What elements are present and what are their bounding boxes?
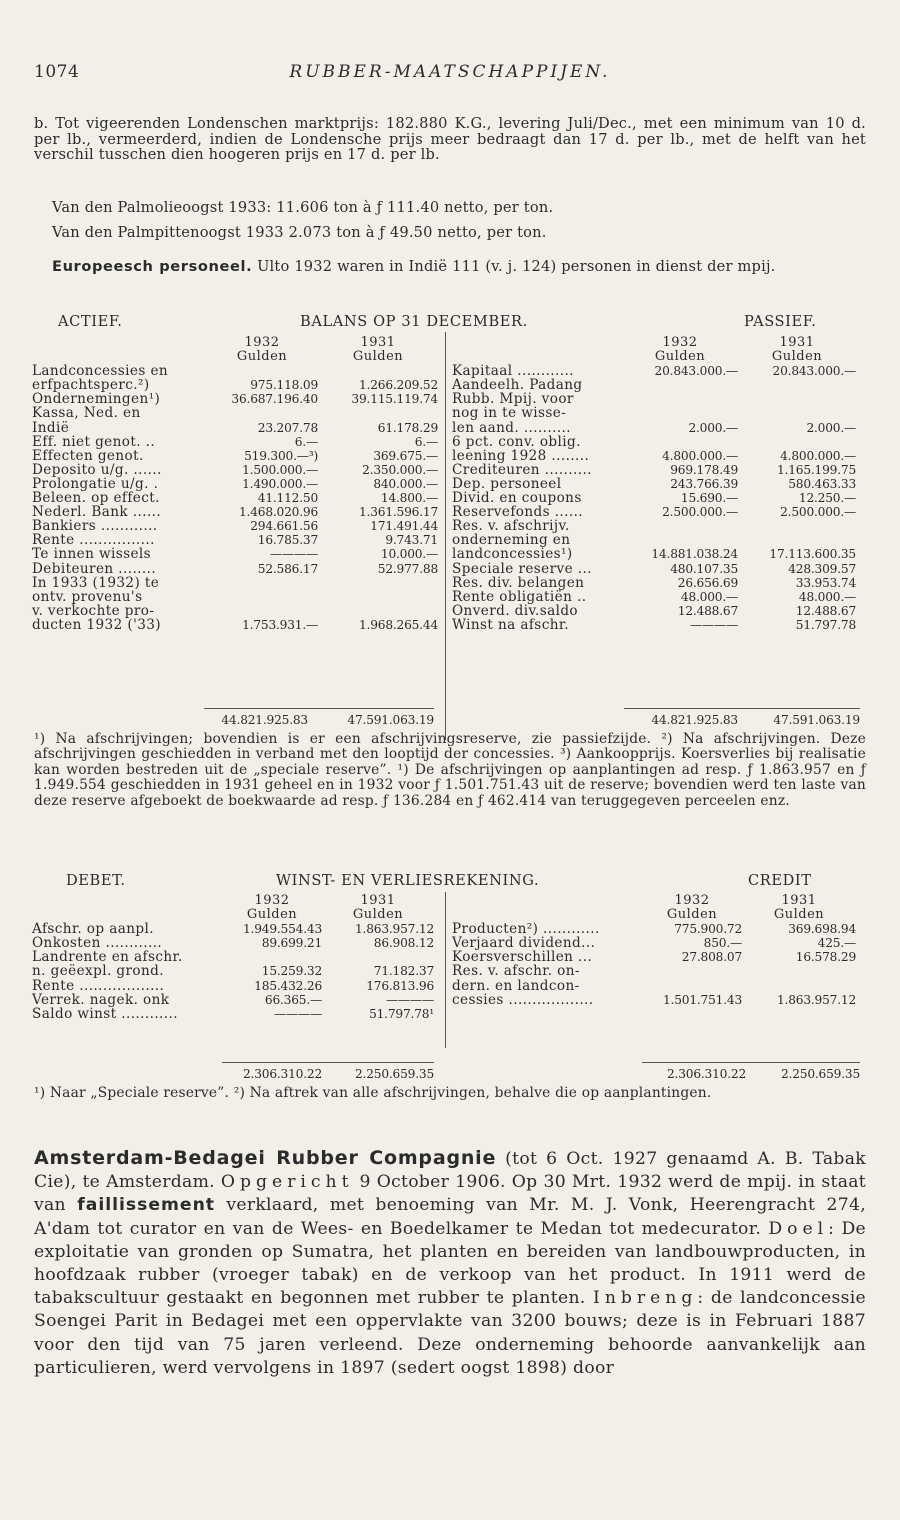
asset-row-value-b: 369.675.— xyxy=(373,448,438,463)
debit-row-label: Saldo winst ............ xyxy=(32,1005,178,1022)
asset-row-label: ontv. provenu's xyxy=(32,588,143,605)
pl-title: WINST- EN VERLIESREKENING. xyxy=(276,872,540,889)
asset-row-value-a: 519.300.—³) xyxy=(244,448,318,463)
liability-row-value-a xyxy=(622,435,738,449)
liability-row-value-b: 1.165.199.75 xyxy=(776,462,856,477)
asset-row-label: Nederl. Bank ...... xyxy=(32,504,162,521)
liability-row-value-b: 17.113.600.35 xyxy=(769,547,856,562)
asset-row-value-b xyxy=(318,406,438,420)
company-name: Amsterdam-Bedagei Rubber Compagnie xyxy=(34,1147,497,1169)
asset-row-value-b: 39.115.119.74 xyxy=(351,392,438,407)
liabilities-unit-a: Gulden xyxy=(654,349,706,365)
page-header xyxy=(34,62,866,88)
debit-row xyxy=(32,950,434,964)
asset-row-value-a: 1.468.020.96 xyxy=(238,505,318,520)
debit-row-value-b: 86.908.12 xyxy=(373,936,434,951)
asset-row-value-b: 52.977.88 xyxy=(377,561,438,576)
liability-row-value-a: 969.178.49 xyxy=(670,462,738,477)
liabilities-year-a: 1932 xyxy=(662,335,698,350)
asset-row-value-a: 41.112.50 xyxy=(257,491,318,506)
liability-row-label: Rubb. Mpij. voor xyxy=(452,391,574,408)
liabilities-year-row xyxy=(452,336,856,350)
asset-row-label: Debiteuren ........ xyxy=(32,560,157,577)
liability-row-value-b: 48.000.— xyxy=(798,589,856,604)
asset-row xyxy=(32,547,438,561)
credit-total-rule xyxy=(642,1062,860,1063)
asset-row-value-b: 61.178.29 xyxy=(377,420,438,435)
credit-row xyxy=(452,922,856,936)
credit-row-label: Producten²) ............ xyxy=(452,921,600,938)
debit-row-label: Rente .................. xyxy=(32,977,165,994)
debit-row-value-a: 1.949.554.43 xyxy=(242,922,322,937)
liability-row-label: Speciale reserve ... xyxy=(452,560,592,577)
credit-row-value-b: 425.— xyxy=(817,936,856,951)
assets-year-row xyxy=(32,336,438,350)
debit-row xyxy=(32,936,434,950)
credit-row xyxy=(452,950,856,964)
asset-row-value-a xyxy=(206,406,318,420)
liability-row-value-b: 51.797.78 xyxy=(795,617,856,632)
pl-debit-table xyxy=(32,894,434,1021)
company-purpose-text: : De exploitatie van gronden op Sumatra, het planten en bereiden van landbouwproducten, in hoofdzaak rubber (vroeger tabak) en de verkoop van het product. In 1911 werd de tabakscultuur gestaakt en begonnen met rubber te planten. xyxy=(34,1218,866,1309)
asset-row-label: In 1933 (1932) te xyxy=(32,574,160,591)
liabilities-total-b: 47.591.063.19 xyxy=(773,713,860,727)
balance-footnotes: ¹) Na afschrijvingen; bovendien is er een afschrijvingsreserve, zie passiefzijde. ²) Na afschrijvingen. Deze afschrijvingen geschiedden in verband met den looptijd der concessies. ³) Aankoopprijs. Koersverlies bij realisatie kan worden bestreden uit de „speciale reserve”. ¹) De afschrijvingen op aanplantingen ad resp. ƒ 1.863.957 en ƒ 1.949.554 geschiedden in 1931 geheel en in 1932 voor ƒ 1.501.751.43 uit de reserve; bovendien werd ten laste van deze reserve afgeboekt de boekwaarde ad resp. ƒ 136.284 en ƒ 462.414 van teruggegeven perceelen enz. xyxy=(34,731,866,809)
assets-year-a: 1932 xyxy=(244,335,280,350)
asset-row xyxy=(32,618,438,632)
asset-row-value-a: 6.— xyxy=(294,434,318,449)
asset-row-value-b xyxy=(318,364,438,378)
debit-row-value-a xyxy=(222,950,322,964)
liability-row-value-b: 33.953.74 xyxy=(795,575,856,590)
liability-row xyxy=(452,392,856,406)
credit-row-value-a: 850.— xyxy=(703,936,742,951)
asset-row-value-b: 171.491.44 xyxy=(370,519,438,534)
asset-row-value-a: 1.490.000.— xyxy=(242,476,318,491)
pl-credit-table xyxy=(452,894,856,1007)
pl-footnotes: ¹) Naar „Speciale reserve”. ²) Na aftrek van alle afschrijvingen, behalve die op aanplantingen. xyxy=(34,1085,712,1101)
assets-unit-row xyxy=(32,350,438,364)
assets-total-rule xyxy=(204,708,434,709)
liability-row xyxy=(452,533,856,547)
credit-year-row xyxy=(452,894,856,908)
assets-total-b: 47.591.063.19 xyxy=(347,713,434,727)
credit-row-value-a: 775.900.72 xyxy=(674,922,742,937)
liabilities-total-a: 44.821.925.83 xyxy=(651,713,738,727)
debit-row-label: Onkosten ............ xyxy=(32,935,163,952)
liability-row xyxy=(452,449,856,463)
liability-row xyxy=(452,505,856,519)
credit-row-value-b: 1.863.957.12 xyxy=(776,992,856,1007)
credit-unit-a: Gulden xyxy=(666,907,718,923)
liability-row xyxy=(452,491,856,505)
asset-row-value-a: 23.207.78 xyxy=(257,420,318,435)
credit-row-value-a: 1.501.751.43 xyxy=(662,992,742,1007)
balance-right-heading: PASSIEF. xyxy=(744,313,817,330)
credit-row-label: dern. en landcon- xyxy=(452,977,580,994)
asset-row xyxy=(32,604,438,618)
asset-row-label: v. verkochte pro- xyxy=(32,602,155,619)
liability-row-label: Divid. en coupons xyxy=(452,490,582,507)
liability-row-value-b: 4.800.000.— xyxy=(780,448,856,463)
credit-total-b: 2.250.659.35 xyxy=(780,1067,860,1081)
debit-row-value-b: ———— xyxy=(386,992,434,1007)
label-opgericht: Opgericht xyxy=(220,1172,354,1193)
debit-row xyxy=(32,993,434,1007)
liability-row-label: Aandeelh. Padang xyxy=(452,377,583,394)
credit-row-value-b: 369.698.94 xyxy=(788,922,856,937)
debit-row-value-b xyxy=(322,950,434,964)
credit-row xyxy=(452,936,856,950)
liability-row-label: Crediteuren .......... xyxy=(452,461,592,478)
asset-row xyxy=(32,505,438,519)
asset-row-label: Kassa, Ned. en xyxy=(32,405,141,422)
asset-row-value-b: 2.350.000.— xyxy=(362,462,438,477)
assets-unit-b: Gulden xyxy=(352,349,404,365)
asset-row-value-a: ———— xyxy=(270,547,318,562)
debit-row xyxy=(32,964,434,978)
liability-row xyxy=(452,463,856,477)
liability-row xyxy=(452,477,856,491)
asset-row xyxy=(32,392,438,406)
liability-row-value-b: 12.488.67 xyxy=(795,603,856,618)
asset-row-value-a xyxy=(206,364,318,378)
staff-paragraph xyxy=(34,259,866,275)
liability-row-label: Kapitaal ............ xyxy=(452,363,574,380)
asset-row-label: Eff. niet genot. .. xyxy=(32,433,156,450)
liability-row-value-b: 20.843.000.— xyxy=(772,364,856,379)
asset-row xyxy=(32,576,438,590)
debit-row-label: n. geëexpl. grond. xyxy=(32,963,164,980)
asset-row-value-b: 840.000.— xyxy=(373,476,438,491)
asset-row-label: Indië xyxy=(32,419,70,436)
asset-row-label: Beleen. op effect. xyxy=(32,490,160,507)
staff-text: Ulto 1932 waren in Indië 111 (v. j. 124) personen in dienst der mpij. xyxy=(257,258,776,275)
credit-year-b: 1931 xyxy=(781,893,817,908)
liability-row-value-a: ———— xyxy=(690,617,738,632)
balance-title: BALANS OP 31 DECEMBER. xyxy=(300,313,528,330)
asset-row-value-a xyxy=(206,576,318,590)
credit-row-value-a: 27.808.07 xyxy=(681,950,742,965)
liability-row-value-a: 243.766.39 xyxy=(670,476,738,491)
liability-row-value-b: 580.463.33 xyxy=(788,476,856,491)
asset-row-value-b: 10.000.— xyxy=(380,547,438,562)
asset-row-label: Deposito u/g. ...... xyxy=(32,461,162,478)
asset-row-label: Ondernemingen¹) xyxy=(32,391,161,408)
liability-row-label: Dep. personeel xyxy=(452,475,562,492)
liability-row-value-a: 12.488.67 xyxy=(677,603,738,618)
asset-row xyxy=(32,364,438,378)
credit-unit-row xyxy=(452,908,856,922)
balance-left-heading: ACTIEF. xyxy=(58,313,123,330)
assets-total-a: 44.821.925.83 xyxy=(221,713,308,727)
liability-row xyxy=(452,547,856,561)
liabilities-unit-row xyxy=(452,350,856,364)
liability-row xyxy=(452,421,856,435)
company-curator-text: verklaard, met benoeming van Mr. M. J. Vonk, Heerengracht 274, A'dam tot curator en van de Wees- en Boedelkamer te Medan tot medecurator. xyxy=(34,1195,866,1239)
price-clause-b: b. Tot vigeerenden Londenschen marktprijs: 182.880 K.G., levering Juli/Dec., met een minimum van 10 d. per lb., vermeerderd, indien de Londensche prijs meer bedraagt dan 17 d. per lb., met de helft van het verschil tusschen dien hoogeren prijs en 17 d. per lb. xyxy=(34,115,866,163)
debit-row-value-a: 185.432.26 xyxy=(254,978,322,993)
liability-row-value-b xyxy=(738,435,856,449)
debit-year-b: 1931 xyxy=(360,893,396,908)
liability-row-label: len aand. .......... xyxy=(452,419,571,436)
assets-unit-a: Gulden xyxy=(236,349,288,365)
asset-row-value-b xyxy=(318,576,438,590)
credit-row-value-b: 16.578.29 xyxy=(795,950,856,965)
asset-row-value-a: 36.687.196.40 xyxy=(231,392,318,407)
asset-row xyxy=(32,533,438,547)
debit-unit-row xyxy=(32,908,434,922)
liability-row-value-b: 2.500.000.— xyxy=(780,505,856,520)
asset-row-value-a: 975.118.09 xyxy=(250,378,318,393)
debit-row xyxy=(32,979,434,993)
pl-right-heading: CREDIT xyxy=(748,872,812,889)
credit-row-label: cessies .................. xyxy=(452,991,594,1008)
liability-row-label: landconcessies¹) xyxy=(452,546,573,563)
debit-total-b: 2.250.659.35 xyxy=(354,1067,434,1081)
asset-row-label: Rente ................ xyxy=(32,532,155,549)
liability-row xyxy=(452,519,856,533)
asset-row xyxy=(32,590,438,604)
liability-row-value-a: 20.843.000.— xyxy=(654,364,738,379)
liability-row-label: onderneming en xyxy=(452,532,571,549)
credit-row-value-b xyxy=(742,979,856,993)
credit-total-a: 2.306.310.22 xyxy=(666,1067,746,1081)
asset-row-label: erfpachtsperc.²) xyxy=(32,377,150,394)
liability-row xyxy=(452,562,856,576)
liability-row-label: Winst na afschr. xyxy=(452,616,569,633)
liability-row xyxy=(452,618,856,632)
asset-row xyxy=(32,406,438,420)
debit-row xyxy=(32,922,434,936)
asset-row xyxy=(32,378,438,392)
debit-total-rule xyxy=(222,1062,434,1063)
debit-row-value-b: 51.797.78¹ xyxy=(369,1006,434,1021)
pl-left-heading: DEBET. xyxy=(66,872,126,889)
asset-row xyxy=(32,491,438,505)
company-entry xyxy=(34,1147,866,1380)
palm-oil-harvest: Van den Palmolieoogst 1933: 11.606 ton à ƒ 111.40 netto, per ton. xyxy=(52,199,554,216)
debit-row xyxy=(32,1007,434,1021)
asset-row xyxy=(32,449,438,463)
credit-row-label: Res. v. afschr. on- xyxy=(452,963,580,980)
liability-row xyxy=(452,378,856,392)
balance-assets-table xyxy=(32,336,438,632)
asset-row xyxy=(32,463,438,477)
asset-row-value-b: 1.266.209.52 xyxy=(358,378,438,393)
page-number: 1074 xyxy=(34,62,80,82)
company-contribution-text: : de landconcessie Soengei Parit in Bedagei met een oppervlakte van 3200 bouws; deze is in Februari 1887 voor den tijd van 75 jaren verleend. Deze onderneming behoorde aanvankelijk aan particulieren, werd vervolgens in 1897 (sedert oogst 1898) door xyxy=(34,1288,866,1378)
liability-row-value-b xyxy=(738,392,856,406)
credit-row-value-a xyxy=(642,979,742,993)
liability-row-label: Res. div. belangen xyxy=(452,574,585,591)
liability-row-label: Onverd. div.saldo xyxy=(452,602,579,619)
liability-row-value-a: 2.500.000.— xyxy=(662,505,738,520)
liability-row-value-a: 48.000.— xyxy=(680,589,738,604)
liability-row-value-b xyxy=(738,378,856,392)
credit-unit-b: Gulden xyxy=(773,907,825,923)
debit-unit-a: Gulden xyxy=(246,907,298,923)
asset-row-value-a: 16.785.37 xyxy=(257,533,318,548)
asset-row-value-a: 1.500.000.— xyxy=(242,462,318,477)
assets-year-b: 1931 xyxy=(360,335,396,350)
company-bankruptcy-text: 9 October 1906. Op 30 Mrt. 1932 werd de mpij. in staat van xyxy=(34,1172,867,1216)
debit-row-value-b: 176.813.96 xyxy=(366,978,434,993)
liability-row-value-a xyxy=(622,378,738,392)
label-inbreng: Inbreng xyxy=(593,1288,698,1309)
liability-row-value-a: 4.800.000.— xyxy=(662,448,738,463)
debit-row-value-a: 89.699.21 xyxy=(261,936,322,951)
liabilities-unit-b: Gulden xyxy=(771,349,823,365)
liabilities-total-rule xyxy=(624,708,860,709)
asset-row-label: Te innen wissels xyxy=(32,546,152,563)
asset-row-value-a xyxy=(206,604,318,618)
liability-row-label: 6 pct. conv. oblig. xyxy=(452,433,581,450)
asset-row xyxy=(32,477,438,491)
debit-total-a: 2.306.310.22 xyxy=(242,1067,322,1081)
liabilities-year-b: 1931 xyxy=(779,335,815,350)
asset-row xyxy=(32,519,438,533)
debit-row-label: Afschr. op aanpl. xyxy=(32,921,154,938)
credit-year-a: 1932 xyxy=(674,893,710,908)
liability-row-value-a xyxy=(622,406,738,420)
running-title: RUBBER-MAATSCHAPPIJEN. xyxy=(289,62,611,82)
asset-row xyxy=(32,435,438,449)
credit-row xyxy=(452,964,856,978)
debit-unit-b: Gulden xyxy=(352,907,404,923)
asset-row-value-b: 1.361.596.17 xyxy=(358,505,438,520)
asset-row-value-b: 1.968.265.44 xyxy=(358,617,438,632)
liability-row-value-a: 26.656.69 xyxy=(677,575,738,590)
asset-row xyxy=(32,421,438,435)
liability-row xyxy=(452,604,856,618)
asset-row-value-a: 52.586.17 xyxy=(257,561,318,576)
debit-row-value-a: ———— xyxy=(274,1006,322,1021)
liability-row-label: leening 1928 ........ xyxy=(452,447,590,464)
liability-row-value-b xyxy=(738,406,856,420)
liability-row-value-b xyxy=(738,533,856,547)
credit-row-value-b xyxy=(742,964,856,978)
debit-row-label: Landrente en afschr. xyxy=(32,949,183,966)
credit-row-label: Verjaard dividend... xyxy=(452,935,596,952)
asset-row-value-a xyxy=(206,590,318,604)
asset-row-value-b: 14.800.— xyxy=(380,491,438,506)
liability-row-value-b xyxy=(738,519,856,533)
asset-row-label: Effecten genot. xyxy=(32,447,144,464)
asset-row-value-a: 1.753.931.— xyxy=(242,617,318,632)
label-faillissement: faillissement xyxy=(77,1195,216,1216)
debit-row-value-a: 15.259.32 xyxy=(261,964,322,979)
liability-row xyxy=(452,435,856,449)
debit-year-row xyxy=(32,894,434,908)
liability-row-value-a: 2.000.— xyxy=(688,420,738,435)
debit-row-value-b: 1.863.957.12 xyxy=(354,922,434,937)
liability-row-value-a xyxy=(622,519,738,533)
pl-center-rule xyxy=(445,892,446,1048)
liability-row-value-a: 14.881.038.24 xyxy=(651,547,738,562)
liability-row xyxy=(452,364,856,378)
liability-row-label: nog in te wisse- xyxy=(452,405,567,422)
asset-row xyxy=(32,562,438,576)
asset-row-label: Landconcessies en xyxy=(32,363,169,380)
credit-row-value-a xyxy=(642,964,742,978)
liability-row-value-b: 12.250.— xyxy=(798,491,856,506)
balance-center-rule xyxy=(445,332,446,740)
asset-row-value-b xyxy=(318,604,438,618)
liability-row-value-a: 15.690.— xyxy=(680,491,738,506)
debit-row-value-a: 66.365.— xyxy=(264,992,322,1007)
liability-row-value-b: 428.309.57 xyxy=(788,561,856,576)
liability-row-value-b: 2.000.— xyxy=(806,420,856,435)
credit-row xyxy=(452,979,856,993)
asset-row-value-a: 294.661.56 xyxy=(250,519,318,534)
liability-row-value-a xyxy=(622,533,738,547)
asset-row-value-b: 9.743.71 xyxy=(385,533,438,548)
debit-year-a: 1932 xyxy=(254,893,290,908)
label-doel: Doel xyxy=(768,1218,829,1239)
company-founding-text: (tot 6 Oct. 1927 genaamd A. B. Tabak Cie), te Amsterdam. xyxy=(34,1149,866,1193)
palm-kernel-harvest: Van den Palmpittenoogst 1933 2.073 ton à ƒ 49.50 netto, per ton. xyxy=(52,224,547,241)
asset-row-value-b xyxy=(318,590,438,604)
liability-row xyxy=(452,576,856,590)
liability-row-label: Reservefonds ...... xyxy=(452,504,584,521)
liability-row-value-a xyxy=(622,392,738,406)
asset-row-label: ducten 1932 ('33) xyxy=(32,616,162,633)
balance-liabilities-table xyxy=(452,336,856,632)
liability-row-label: Rente obligatiën .. xyxy=(452,588,587,605)
liability-row-value-a: 480.107.35 xyxy=(670,561,738,576)
liability-row xyxy=(452,406,856,420)
credit-row xyxy=(452,993,856,1007)
asset-row-value-b: 6.— xyxy=(414,434,438,449)
credit-row-label: Koersverschillen ... xyxy=(452,949,593,966)
debit-row-label: Verrek. nagek. onk xyxy=(32,991,170,1008)
debit-row-value-b: 71.182.37 xyxy=(373,964,434,979)
liability-row xyxy=(452,590,856,604)
staff-label: Europeesch personeel. xyxy=(52,258,253,275)
asset-row-label: Prolongatie u/g. . xyxy=(32,475,159,492)
liability-row-label: Res. v. afschrijv. xyxy=(452,518,570,535)
asset-row-label: Bankiers ............ xyxy=(32,518,158,535)
